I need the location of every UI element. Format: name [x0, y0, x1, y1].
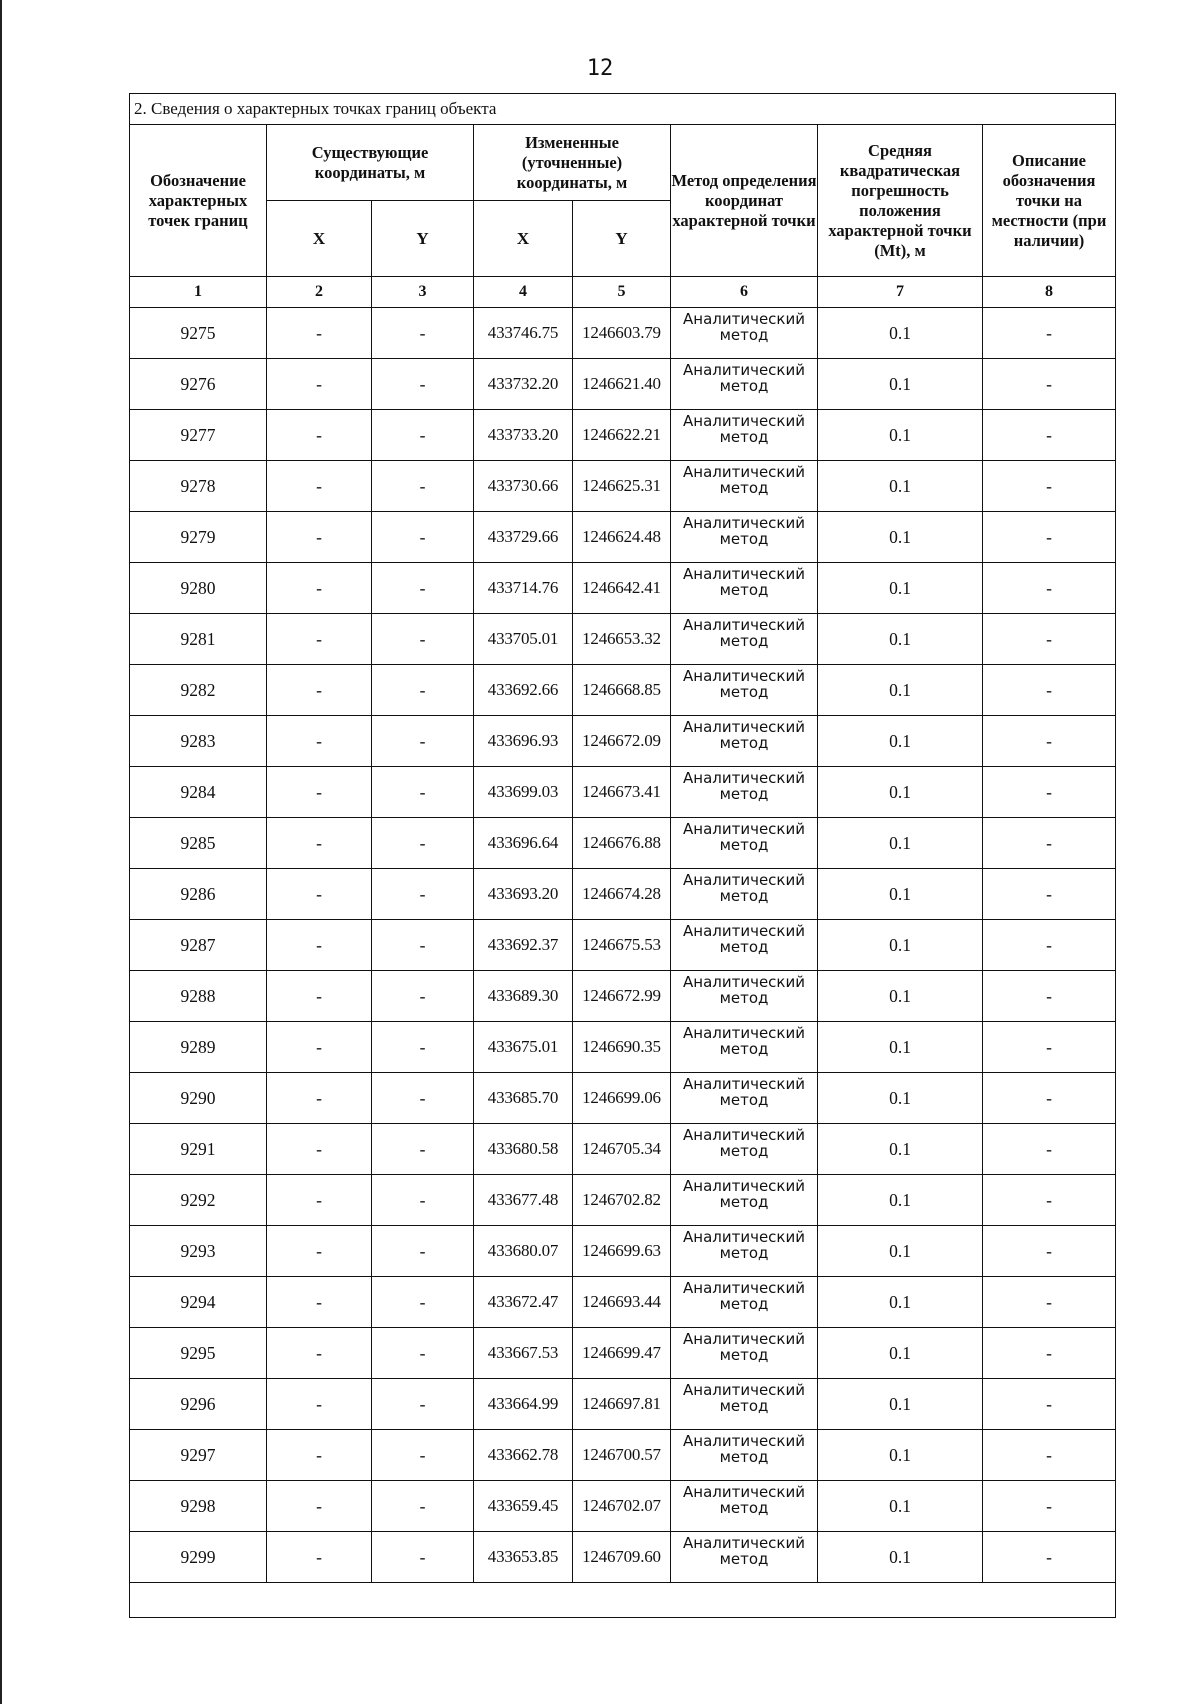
cell-description: -	[983, 920, 1116, 971]
cell-changed-y: 1246705.34	[573, 1124, 671, 1175]
column-number: 1	[130, 277, 267, 308]
cell-changed-x: 433730.66	[474, 461, 573, 512]
cell-description: -	[983, 1073, 1116, 1124]
cell-point-id: 9290	[130, 1073, 267, 1124]
cell-changed-y: 1246676.88	[573, 818, 671, 869]
table-row	[130, 1379, 1116, 1430]
table-row	[130, 920, 1116, 971]
cell-changed-y: 1246675.53	[573, 920, 671, 971]
cell-description: -	[983, 1226, 1116, 1277]
cell-existing-x: -	[267, 1328, 372, 1379]
cell-point-id: 9277	[130, 410, 267, 461]
cell-existing-x: -	[267, 665, 372, 716]
cell-changed-x: 433693.20	[474, 869, 573, 920]
cell-mean-error: 0.1	[818, 563, 983, 614]
cell-description: -	[983, 614, 1116, 665]
cell-changed-x: 433692.66	[474, 665, 573, 716]
cell-existing-x: -	[267, 308, 372, 359]
header-existing-coords: Существующие координаты, м	[267, 125, 474, 201]
cell-description: -	[983, 1328, 1116, 1379]
cell-changed-x: 433696.64	[474, 818, 573, 869]
cell-description: -	[983, 1175, 1116, 1226]
cell-description: -	[983, 1022, 1116, 1073]
cell-mean-error: 0.1	[818, 461, 983, 512]
cell-changed-y: 1246621.40	[573, 359, 671, 410]
cell-method: Аналитический метод	[671, 308, 818, 359]
cell-description: -	[983, 359, 1116, 410]
cell-method: Аналитический метод	[671, 1073, 818, 1124]
cell-method: Аналитический метод	[671, 869, 818, 920]
table-row	[130, 1481, 1116, 1532]
column-number: 4	[474, 277, 573, 308]
cell-existing-x: -	[267, 767, 372, 818]
cell-point-id: 9278	[130, 461, 267, 512]
cell-mean-error: 0.1	[818, 1481, 983, 1532]
cell-mean-error: 0.1	[818, 920, 983, 971]
cell-description: -	[983, 869, 1116, 920]
cell-changed-y: 1246699.47	[573, 1328, 671, 1379]
cell-changed-x: 433680.07	[474, 1226, 573, 1277]
cell-existing-x: -	[267, 818, 372, 869]
cell-point-id: 9289	[130, 1022, 267, 1073]
header-method: Метод определения координат характерной точки	[671, 125, 818, 277]
cell-changed-x: 433685.70	[474, 1073, 573, 1124]
cell-changed-x: 433699.03	[474, 767, 573, 818]
cell-existing-x: -	[267, 563, 372, 614]
table-row	[130, 869, 1116, 920]
header-changed-coords: Измененные (уточненные) координаты, м	[474, 125, 671, 201]
table-caption: 2. Сведения о характерных точках границ объекта	[130, 94, 1116, 125]
table-row	[130, 1124, 1116, 1175]
cell-existing-y: -	[372, 410, 474, 461]
cell-point-id: 9293	[130, 1226, 267, 1277]
header-mean-error: Средняя квадратическая погрешность положения характерной точки (Mt), м	[818, 125, 983, 277]
cell-changed-y: 1246674.28	[573, 869, 671, 920]
cell-existing-y: -	[372, 1430, 474, 1481]
cell-existing-x: -	[267, 1430, 372, 1481]
cell-changed-x: 433680.58	[474, 1124, 573, 1175]
cell-description: -	[983, 308, 1116, 359]
cell-changed-x: 433732.20	[474, 359, 573, 410]
column-number: 8	[983, 277, 1116, 308]
column-number: 2	[267, 277, 372, 308]
cell-changed-y: 1246693.44	[573, 1277, 671, 1328]
cell-method: Аналитический метод	[671, 1481, 818, 1532]
cell-method: Аналитический метод	[671, 1226, 818, 1277]
cell-method: Аналитический метод	[671, 614, 818, 665]
cell-changed-y: 1246603.79	[573, 308, 671, 359]
cell-changed-y: 1246653.32	[573, 614, 671, 665]
cell-changed-y: 1246699.06	[573, 1073, 671, 1124]
cell-point-id: 9287	[130, 920, 267, 971]
cell-existing-x: -	[267, 1532, 372, 1583]
cell-changed-y: 1246690.35	[573, 1022, 671, 1073]
cell-existing-x: -	[267, 1481, 372, 1532]
empty-cell	[130, 1583, 1116, 1618]
table-row	[130, 512, 1116, 563]
cell-point-id: 9292	[130, 1175, 267, 1226]
table-row	[130, 1022, 1116, 1073]
cell-point-id: 9283	[130, 716, 267, 767]
cell-description: -	[983, 512, 1116, 563]
table-body	[130, 308, 1116, 1618]
cell-changed-y: 1246672.09	[573, 716, 671, 767]
table-row	[130, 1073, 1116, 1124]
cell-mean-error: 0.1	[818, 665, 983, 716]
cell-existing-x: -	[267, 614, 372, 665]
cell-existing-y: -	[372, 716, 474, 767]
cell-mean-error: 0.1	[818, 1430, 983, 1481]
cell-method: Аналитический метод	[671, 1277, 818, 1328]
cell-mean-error: 0.1	[818, 1226, 983, 1277]
cell-method: Аналитический метод	[671, 920, 818, 971]
cell-changed-x: 433677.48	[474, 1175, 573, 1226]
table-row	[130, 359, 1116, 410]
cell-description: -	[983, 1430, 1116, 1481]
cell-mean-error: 0.1	[818, 410, 983, 461]
cell-changed-y: 1246699.63	[573, 1226, 671, 1277]
cell-existing-x: -	[267, 1124, 372, 1175]
cell-existing-y: -	[372, 1532, 474, 1583]
cell-point-id: 9279	[130, 512, 267, 563]
cell-method: Аналитический метод	[671, 359, 818, 410]
cell-existing-y: -	[372, 461, 474, 512]
table-row	[130, 563, 1116, 614]
cell-description: -	[983, 767, 1116, 818]
cell-description: -	[983, 716, 1116, 767]
cell-changed-y: 1246673.41	[573, 767, 671, 818]
cell-method: Аналитический метод	[671, 461, 818, 512]
cell-mean-error: 0.1	[818, 359, 983, 410]
cell-mean-error: 0.1	[818, 716, 983, 767]
cell-existing-y: -	[372, 869, 474, 920]
cell-existing-y: -	[372, 308, 474, 359]
cell-point-id: 9285	[130, 818, 267, 869]
cell-method: Аналитический метод	[671, 818, 818, 869]
cell-point-id: 9275	[130, 308, 267, 359]
cell-method: Аналитический метод	[671, 1532, 818, 1583]
cell-point-id: 9288	[130, 971, 267, 1022]
cell-existing-y: -	[372, 920, 474, 971]
cell-description: -	[983, 1481, 1116, 1532]
cell-existing-y: -	[372, 1124, 474, 1175]
cell-method: Аналитический метод	[671, 1430, 818, 1481]
cell-mean-error: 0.1	[818, 971, 983, 1022]
table-row	[130, 461, 1116, 512]
table-row	[130, 410, 1116, 461]
cell-point-id: 9299	[130, 1532, 267, 1583]
table-row	[130, 1226, 1116, 1277]
cell-description: -	[983, 665, 1116, 716]
cell-method: Аналитический метод	[671, 1328, 818, 1379]
cell-existing-y: -	[372, 1022, 474, 1073]
page-number: 12	[586, 56, 614, 81]
cell-changed-x: 433672.47	[474, 1277, 573, 1328]
cell-existing-x: -	[267, 512, 372, 563]
cell-existing-y: -	[372, 1328, 474, 1379]
cell-method: Аналитический метод	[671, 410, 818, 461]
cell-description: -	[983, 1532, 1116, 1583]
cell-existing-y: -	[372, 614, 474, 665]
cell-existing-y: -	[372, 767, 474, 818]
cell-changed-y: 1246668.85	[573, 665, 671, 716]
cell-changed-x: 433746.75	[474, 308, 573, 359]
cell-existing-x: -	[267, 716, 372, 767]
cell-existing-x: -	[267, 1175, 372, 1226]
cell-changed-x: 433662.78	[474, 1430, 573, 1481]
table-row	[130, 614, 1116, 665]
cell-existing-y: -	[372, 1175, 474, 1226]
boundary-points-table	[129, 93, 1116, 1618]
cell-point-id: 9297	[130, 1430, 267, 1481]
cell-method: Аналитический метод	[671, 716, 818, 767]
cell-mean-error: 0.1	[818, 767, 983, 818]
column-number: 6	[671, 277, 818, 308]
cell-mean-error: 0.1	[818, 1022, 983, 1073]
cell-changed-y: 1246702.82	[573, 1175, 671, 1226]
column-number: 5	[573, 277, 671, 308]
cell-mean-error: 0.1	[818, 1124, 983, 1175]
cell-changed-x: 433653.85	[474, 1532, 573, 1583]
cell-existing-y: -	[372, 818, 474, 869]
cell-point-id: 9295	[130, 1328, 267, 1379]
cell-method: Аналитический метод	[671, 1124, 818, 1175]
table-row	[130, 1430, 1116, 1481]
cell-method: Аналитический метод	[671, 971, 818, 1022]
header-changed-x: X	[474, 201, 573, 277]
cell-mean-error: 0.1	[818, 1277, 983, 1328]
cell-method: Аналитический метод	[671, 665, 818, 716]
cell-changed-y: 1246625.31	[573, 461, 671, 512]
cell-method: Аналитический метод	[671, 512, 818, 563]
column-number-row	[130, 277, 1116, 308]
cell-changed-y: 1246702.07	[573, 1481, 671, 1532]
cell-mean-error: 0.1	[818, 512, 983, 563]
cell-mean-error: 0.1	[818, 614, 983, 665]
table-row	[130, 767, 1116, 818]
cell-changed-x: 433689.30	[474, 971, 573, 1022]
cell-existing-y: -	[372, 563, 474, 614]
cell-changed-y: 1246700.57	[573, 1430, 671, 1481]
cell-changed-y: 1246672.99	[573, 971, 671, 1022]
cell-changed-y: 1246642.41	[573, 563, 671, 614]
table-row	[130, 308, 1116, 359]
table-row	[130, 818, 1116, 869]
cell-changed-y: 1246709.60	[573, 1532, 671, 1583]
table-row	[130, 665, 1116, 716]
column-number: 7	[818, 277, 983, 308]
table-footer-row	[130, 1583, 1116, 1618]
cell-mean-error: 0.1	[818, 308, 983, 359]
cell-existing-x: -	[267, 410, 372, 461]
cell-existing-y: -	[372, 1226, 474, 1277]
header-changed-y: Y	[573, 201, 671, 277]
cell-existing-x: -	[267, 1022, 372, 1073]
cell-mean-error: 0.1	[818, 1175, 983, 1226]
cell-point-id: 9281	[130, 614, 267, 665]
cell-changed-x: 433696.93	[474, 716, 573, 767]
cell-point-id: 9284	[130, 767, 267, 818]
cell-method: Аналитический метод	[671, 563, 818, 614]
cell-point-id: 9282	[130, 665, 267, 716]
cell-changed-y: 1246624.48	[573, 512, 671, 563]
cell-changed-x: 433733.20	[474, 410, 573, 461]
cell-existing-x: -	[267, 1277, 372, 1328]
cell-mean-error: 0.1	[818, 869, 983, 920]
cell-existing-y: -	[372, 665, 474, 716]
cell-point-id: 9294	[130, 1277, 267, 1328]
cell-description: -	[983, 818, 1116, 869]
table-row	[130, 971, 1116, 1022]
cell-point-id: 9280	[130, 563, 267, 614]
cell-point-id: 9291	[130, 1124, 267, 1175]
cell-changed-x: 433675.01	[474, 1022, 573, 1073]
cell-existing-y: -	[372, 971, 474, 1022]
cell-mean-error: 0.1	[818, 1328, 983, 1379]
scan-edge	[0, 0, 2, 1704]
cell-method: Аналитический метод	[671, 1379, 818, 1430]
cell-existing-y: -	[372, 1481, 474, 1532]
table-row	[130, 716, 1116, 767]
cell-existing-y: -	[372, 359, 474, 410]
cell-existing-x: -	[267, 359, 372, 410]
cell-description: -	[983, 1124, 1116, 1175]
header-description: Описание обозначения точки на местности (при наличии)	[983, 125, 1116, 277]
header-existing-y: Y	[372, 201, 474, 277]
cell-existing-y: -	[372, 512, 474, 563]
cell-description: -	[983, 563, 1116, 614]
cell-changed-x: 433729.66	[474, 512, 573, 563]
cell-method: Аналитический метод	[671, 1022, 818, 1073]
cell-existing-y: -	[372, 1277, 474, 1328]
cell-existing-x: -	[267, 461, 372, 512]
column-number: 3	[372, 277, 474, 308]
cell-existing-y: -	[372, 1379, 474, 1430]
cell-point-id: 9276	[130, 359, 267, 410]
cell-description: -	[983, 461, 1116, 512]
cell-existing-x: -	[267, 920, 372, 971]
cell-point-id: 9296	[130, 1379, 267, 1430]
cell-description: -	[983, 1379, 1116, 1430]
table-row	[130, 1532, 1116, 1583]
cell-mean-error: 0.1	[818, 818, 983, 869]
cell-method: Аналитический метод	[671, 767, 818, 818]
table-row	[130, 1277, 1116, 1328]
cell-description: -	[983, 971, 1116, 1022]
cell-existing-x: -	[267, 971, 372, 1022]
cell-description: -	[983, 410, 1116, 461]
cell-existing-y: -	[372, 1073, 474, 1124]
cell-changed-x: 433705.01	[474, 614, 573, 665]
cell-existing-x: -	[267, 1226, 372, 1277]
cell-point-id: 9286	[130, 869, 267, 920]
cell-mean-error: 0.1	[818, 1532, 983, 1583]
cell-existing-x: -	[267, 1379, 372, 1430]
cell-changed-y: 1246622.21	[573, 410, 671, 461]
cell-changed-x: 433714.76	[474, 563, 573, 614]
cell-changed-x: 433692.37	[474, 920, 573, 971]
cell-mean-error: 0.1	[818, 1073, 983, 1124]
cell-changed-x: 433659.45	[474, 1481, 573, 1532]
table-row	[130, 1175, 1116, 1226]
cell-existing-x: -	[267, 1073, 372, 1124]
cell-changed-x: 433667.53	[474, 1328, 573, 1379]
cell-changed-x: 433664.99	[474, 1379, 573, 1430]
cell-description: -	[983, 1277, 1116, 1328]
cell-mean-error: 0.1	[818, 1379, 983, 1430]
cell-method: Аналитический метод	[671, 1175, 818, 1226]
header-designation: Обозначение характерных точек границ	[130, 125, 267, 277]
header-existing-x: X	[267, 201, 372, 277]
cell-existing-x: -	[267, 869, 372, 920]
table-row	[130, 1328, 1116, 1379]
cell-point-id: 9298	[130, 1481, 267, 1532]
cell-changed-y: 1246697.81	[573, 1379, 671, 1430]
